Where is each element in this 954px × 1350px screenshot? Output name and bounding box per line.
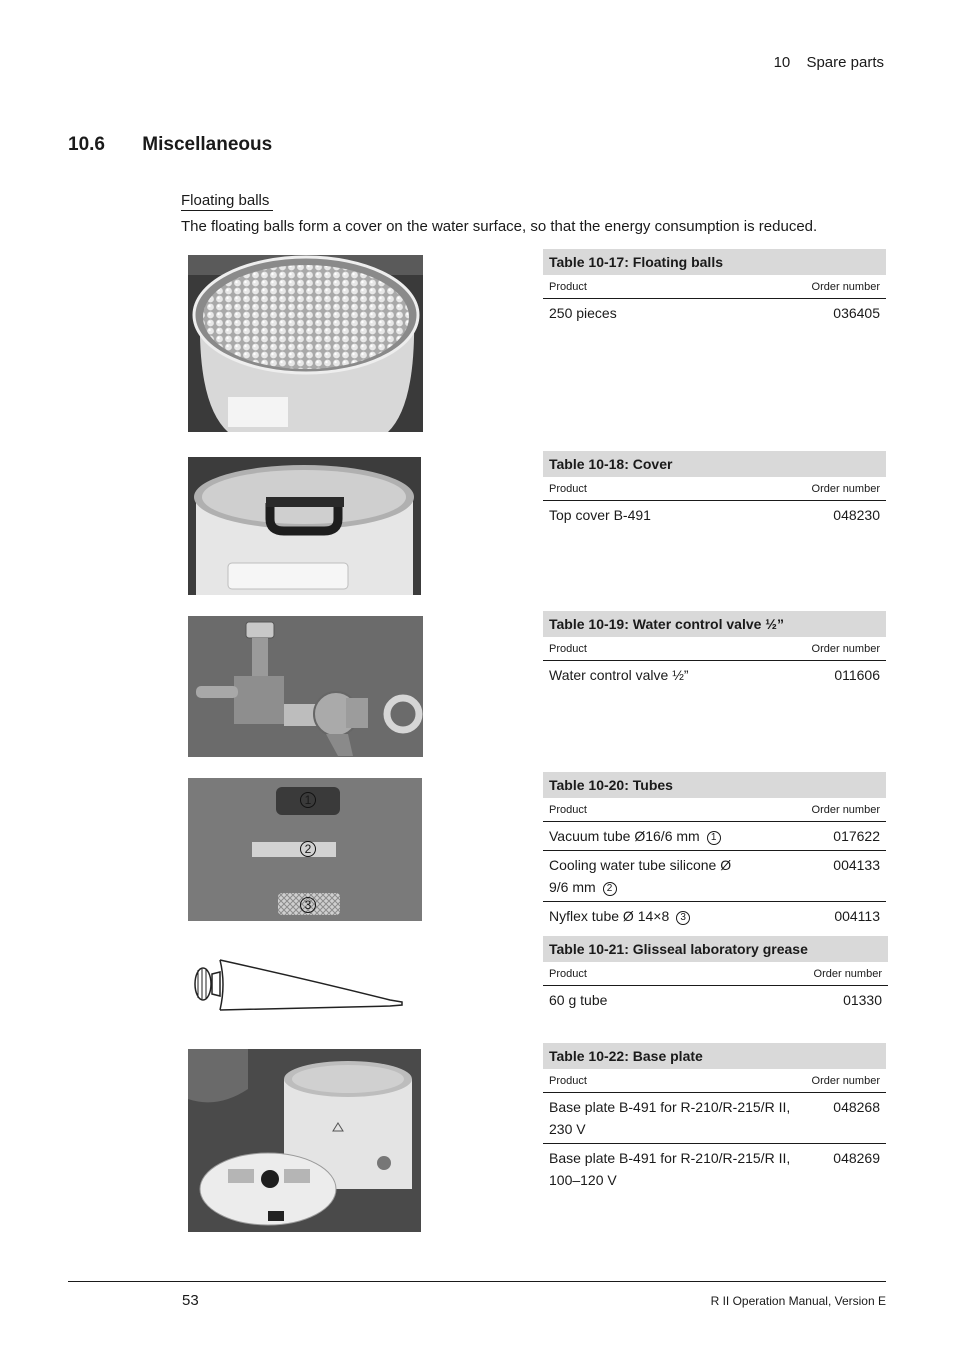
product-cell: Base plate B-491 for R-210/R-215/R II, 230 V — [549, 1099, 791, 1137]
table-row — [543, 902, 886, 930]
section-heading — [68, 134, 272, 156]
table-row — [543, 822, 886, 851]
product-text: Cooling water tube silicone Ø 9/6 mm — [549, 857, 732, 895]
tubes-photo — [188, 778, 422, 921]
product-cell — [549, 825, 721, 847]
col-product: Product — [549, 281, 587, 293]
footer-rule — [68, 1281, 886, 1282]
product-cell: 250 pieces — [549, 305, 617, 321]
order-cell: 011606 — [834, 667, 880, 683]
order-cell: 048230 — [833, 507, 880, 523]
tube-marker-2: 2 — [300, 841, 316, 857]
table-glisseal-grease — [543, 936, 888, 1014]
table-caption: Table 10-18: Cover — [543, 451, 886, 477]
product-cell: Top cover B-491 — [549, 507, 651, 523]
floating-balls-photo — [188, 255, 423, 432]
col-order-number: Order number — [811, 804, 880, 816]
order-cell: 01330 — [843, 992, 882, 1008]
table-row — [543, 661, 886, 689]
item-marker-2: 2 — [603, 882, 617, 896]
col-product: Product — [549, 1075, 587, 1087]
table-base-plate — [543, 1043, 886, 1194]
table-floating-balls — [543, 249, 886, 327]
col-order-number: Order number — [811, 483, 880, 495]
intro-paragraph: The floating balls form a cover on the water surface, so that the energy consumption is reduced. — [181, 218, 818, 235]
tube-marker-3: 3 — [300, 897, 316, 913]
chapter-title: Spare parts — [806, 54, 884, 71]
col-order-number: Order number — [813, 968, 882, 980]
table-header — [543, 637, 886, 661]
product-text: Vacuum tube Ø16/6 mm — [549, 828, 700, 844]
col-order-number: Order number — [811, 1075, 880, 1087]
order-cell: 004113 — [834, 908, 880, 924]
table-row — [543, 851, 886, 902]
table-row — [543, 299, 886, 327]
table-row — [543, 986, 888, 1014]
base-plate-photo — [188, 1049, 421, 1232]
item-marker-1: 1 — [707, 831, 721, 845]
table-header — [543, 275, 886, 299]
manual-version: R II Operation Manual, Version E — [710, 1294, 886, 1308]
table-caption: Table 10-19: Water control valve ½” — [543, 611, 886, 637]
top-cover-photo — [188, 457, 421, 595]
table-header — [543, 477, 886, 501]
chapter-number: 10 — [773, 54, 791, 71]
product-text: Nyflex tube Ø 14×8 — [549, 908, 670, 924]
grease-tube-drawing — [190, 950, 416, 1018]
product-cell: 60 g tube — [549, 992, 608, 1008]
col-product: Product — [549, 968, 587, 980]
item-marker-3: 3 — [676, 911, 690, 925]
col-product: Product — [549, 804, 587, 816]
col-order-number: Order number — [811, 643, 880, 655]
col-product: Product — [549, 643, 587, 655]
product-cell: Water control valve ½” — [549, 667, 689, 683]
table-row — [543, 1144, 886, 1194]
order-cell: 004133 — [833, 857, 880, 873]
table-header — [543, 962, 888, 986]
table-water-control-valve — [543, 611, 886, 689]
tube-marker-1: 1 — [300, 792, 316, 808]
section-title: Miscellaneous — [142, 134, 273, 155]
order-cell: 017622 — [833, 828, 880, 844]
page-number: 53 — [182, 1292, 199, 1309]
table-caption: Table 10-22: Base plate — [543, 1043, 886, 1069]
order-cell: 048268 — [833, 1099, 880, 1115]
table-caption: Table 10-20: Tubes — [543, 772, 886, 798]
product-cell: Base plate B-491 for R-210/R-215/R II, 100–120 V — [549, 1150, 791, 1188]
table-caption: Table 10-21: Glisseal laboratory grease — [543, 936, 888, 962]
order-cell: 048269 — [833, 1150, 880, 1166]
product-cell — [549, 854, 749, 898]
table-tubes — [543, 772, 886, 930]
section-number: 10.6 — [68, 134, 105, 155]
col-product: Product — [549, 483, 587, 495]
table-header — [543, 798, 886, 822]
subheading-floating-balls: Floating balls — [181, 191, 273, 211]
table-row — [543, 1093, 886, 1144]
col-order-number: Order number — [811, 281, 880, 293]
table-header — [543, 1069, 886, 1093]
running-header — [774, 54, 884, 71]
water-control-valve-photo — [188, 616, 423, 757]
table-row — [543, 501, 886, 529]
order-cell: 036405 — [833, 305, 880, 321]
table-caption: Table 10-17: Floating balls — [543, 249, 886, 275]
product-cell — [549, 905, 690, 927]
table-cover — [543, 451, 886, 529]
